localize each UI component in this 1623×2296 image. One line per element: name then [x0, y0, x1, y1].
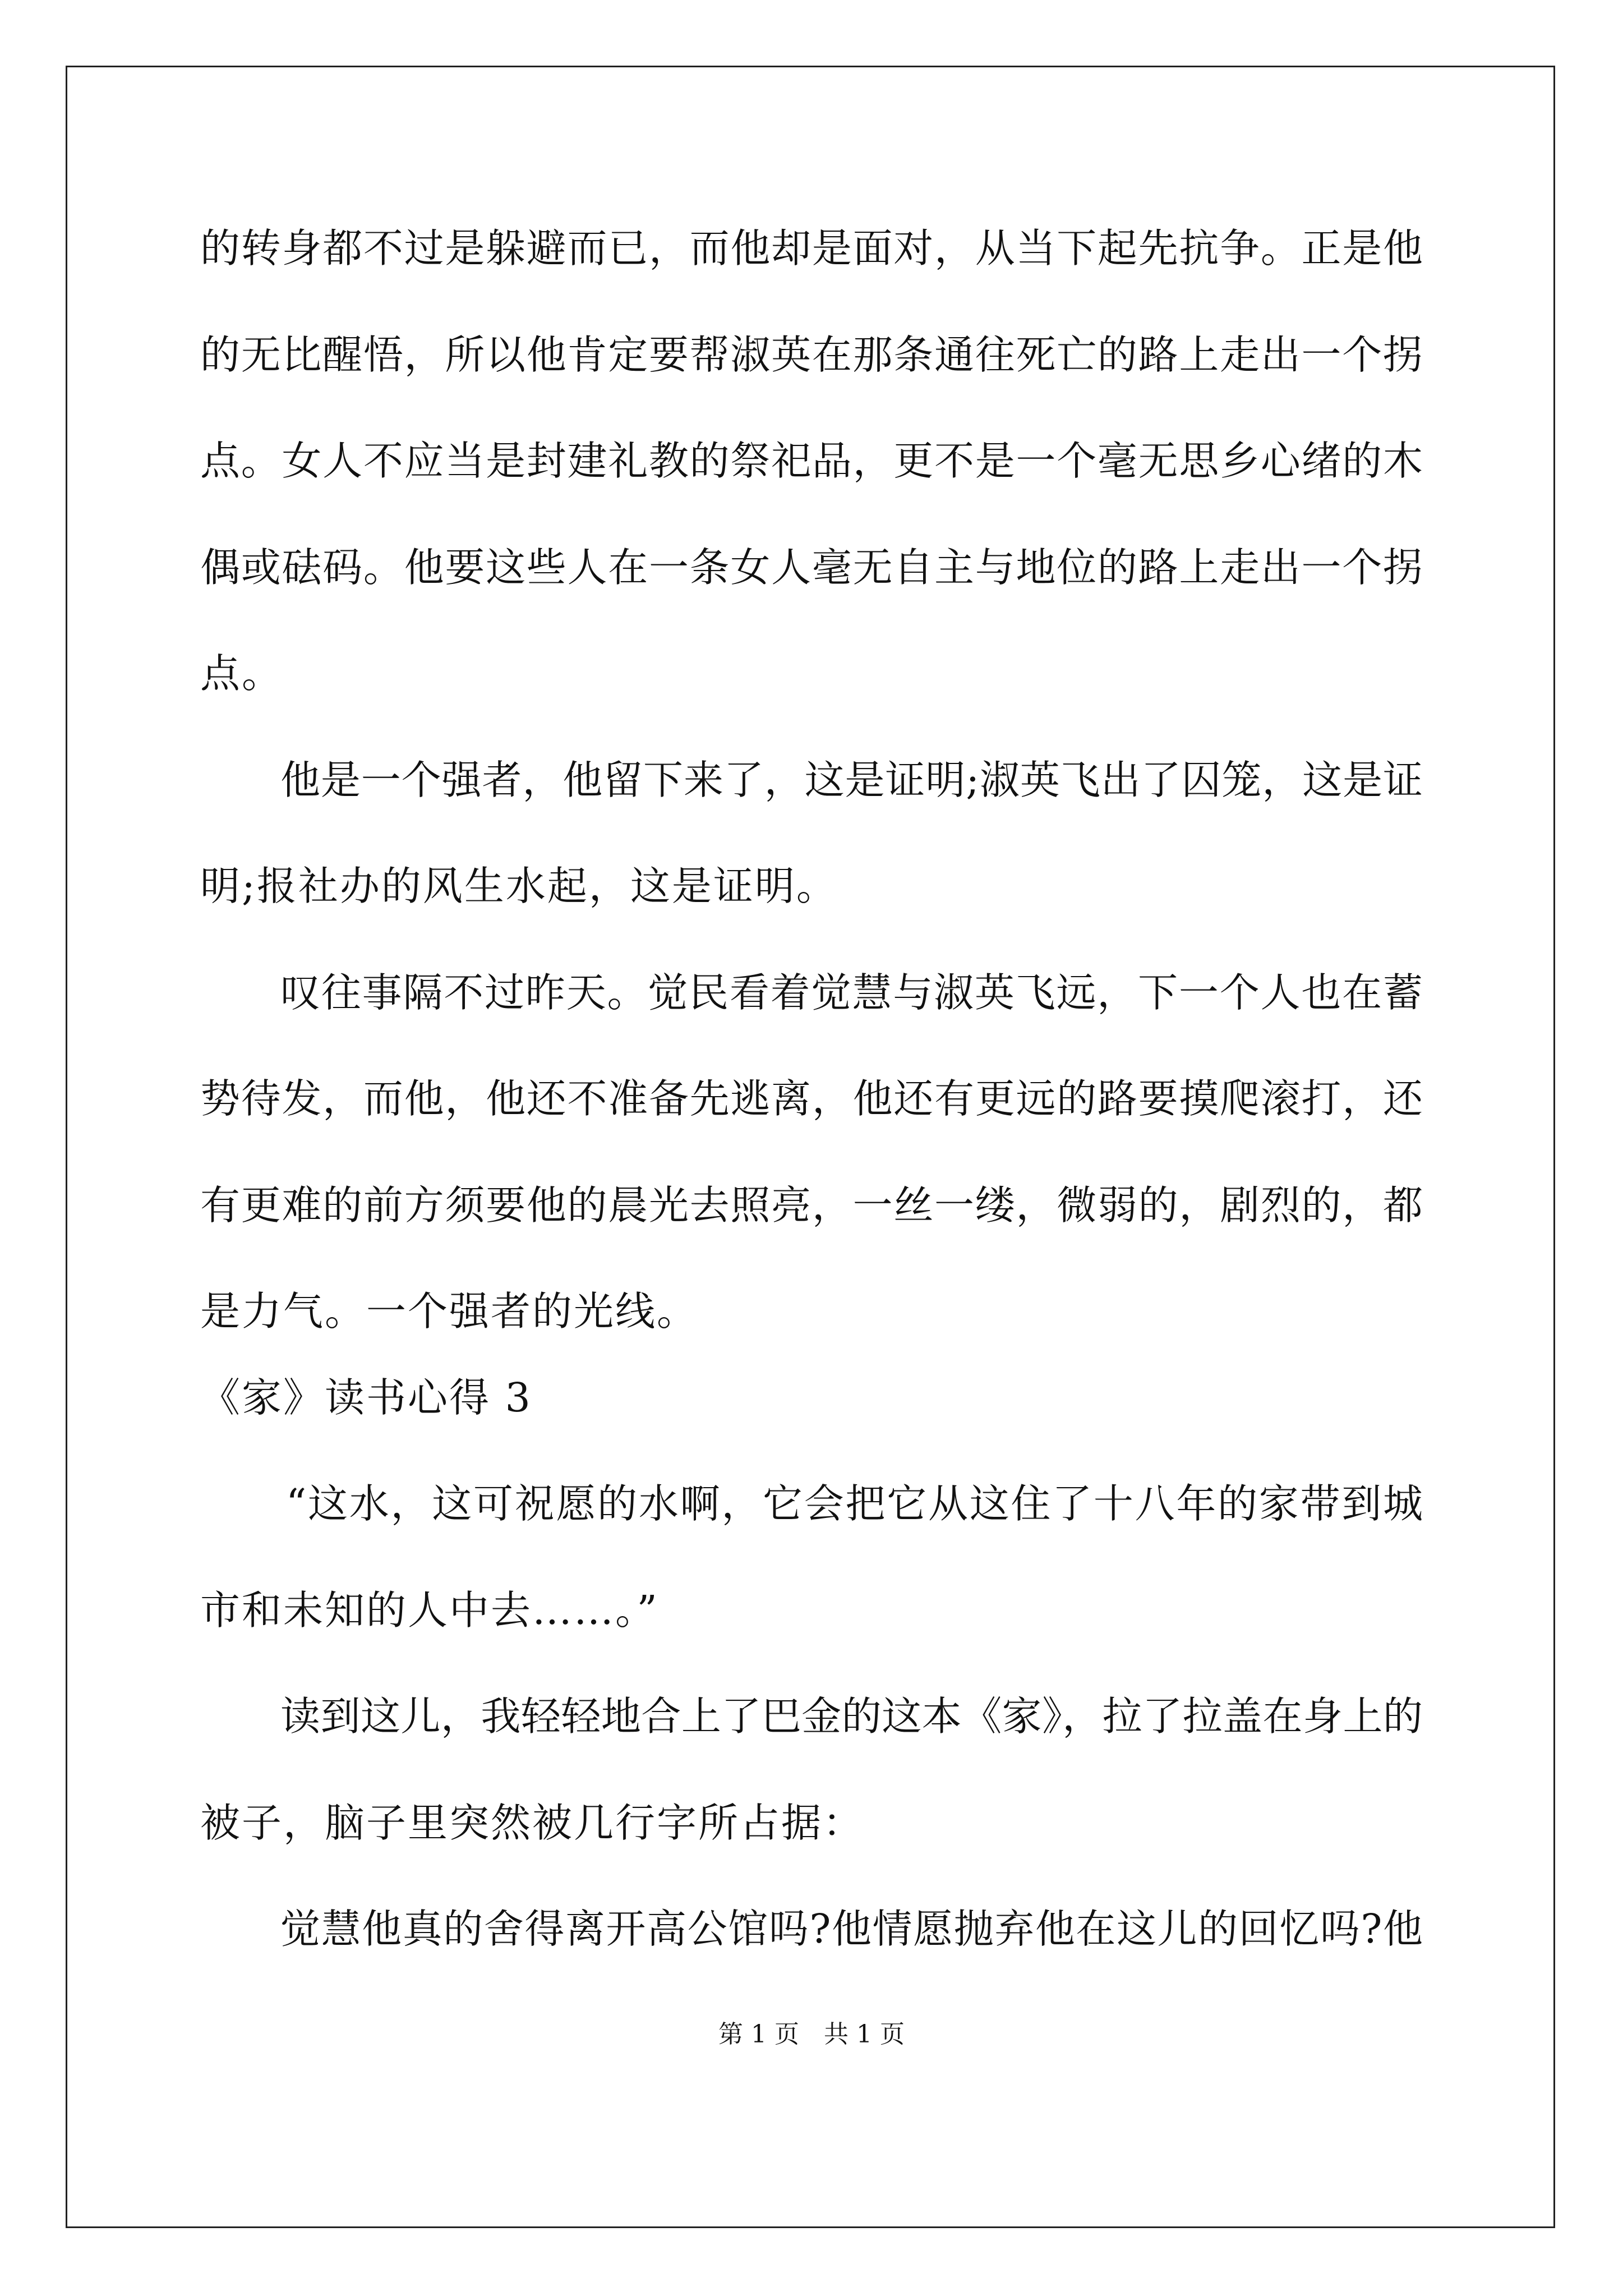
paragraph-start-line: “这水，这可祝愿的水啊，它会把它从这住了十八年的家带到城 [286, 1480, 1423, 1527]
text-line: 明;报社办的风生水起，这是证明。 [200, 863, 838, 909]
paragraph-start-line: 叹往事隔不过昨天。觉民看着觉慧与淑英飞远，下一个人也在蓄 [280, 969, 1423, 1016]
text-line: 点。 [200, 650, 284, 697]
page-border [66, 66, 1555, 2228]
text-line: 市和未知的人中去……。” [200, 1587, 659, 1634]
paragraph-start-line: 觉慧他真的舍得离开高公馆吗?他情愿抛弃他在这儿的回忆吗?他 [280, 1906, 1423, 1952]
text-line: 偶或砝码。他要这些人在一条女人毫无自主与地位的路上走出一个拐 [200, 544, 1423, 591]
paragraph-start-line: 读到这儿，我轻轻地合上了巴金的这本《家》，拉了拉盖在身上的 [280, 1693, 1423, 1740]
text-line: 的转身都不过是躲避而已，而他却是面对，从当下起先抗争。正是他 [200, 225, 1423, 272]
paragraph-start-line: 他是一个强者，他留下来了，这是证明;淑英飞出了囚笼，这是证 [280, 757, 1423, 803]
text-line: 是力气。一个强者的光线。 [200, 1288, 699, 1335]
text-line: 点。女人不应当是封建礼教的祭祀品，更不是一个毫无思乡心绪的木 [200, 438, 1423, 484]
page-number: 第 1 页 共 1 页 [718, 2020, 905, 2049]
text-line: 的无比醒悟，所以他肯定要帮淑英在那条通往死亡的路上走出一个拐 [200, 332, 1423, 378]
text-line: 被子，脑子里突然被几行字所占据： [200, 1800, 865, 1846]
text-line: 势待发，而他，他还不准备先逃离，他还有更远的路要摸爬滚打，还 [200, 1075, 1423, 1122]
text-line: 有更难的前方须要他的晨光去照亮，一丝一缕，微弱的，剧烈的，都 [200, 1182, 1423, 1228]
section-heading: 《家》读书心得 3 [200, 1374, 532, 1421]
